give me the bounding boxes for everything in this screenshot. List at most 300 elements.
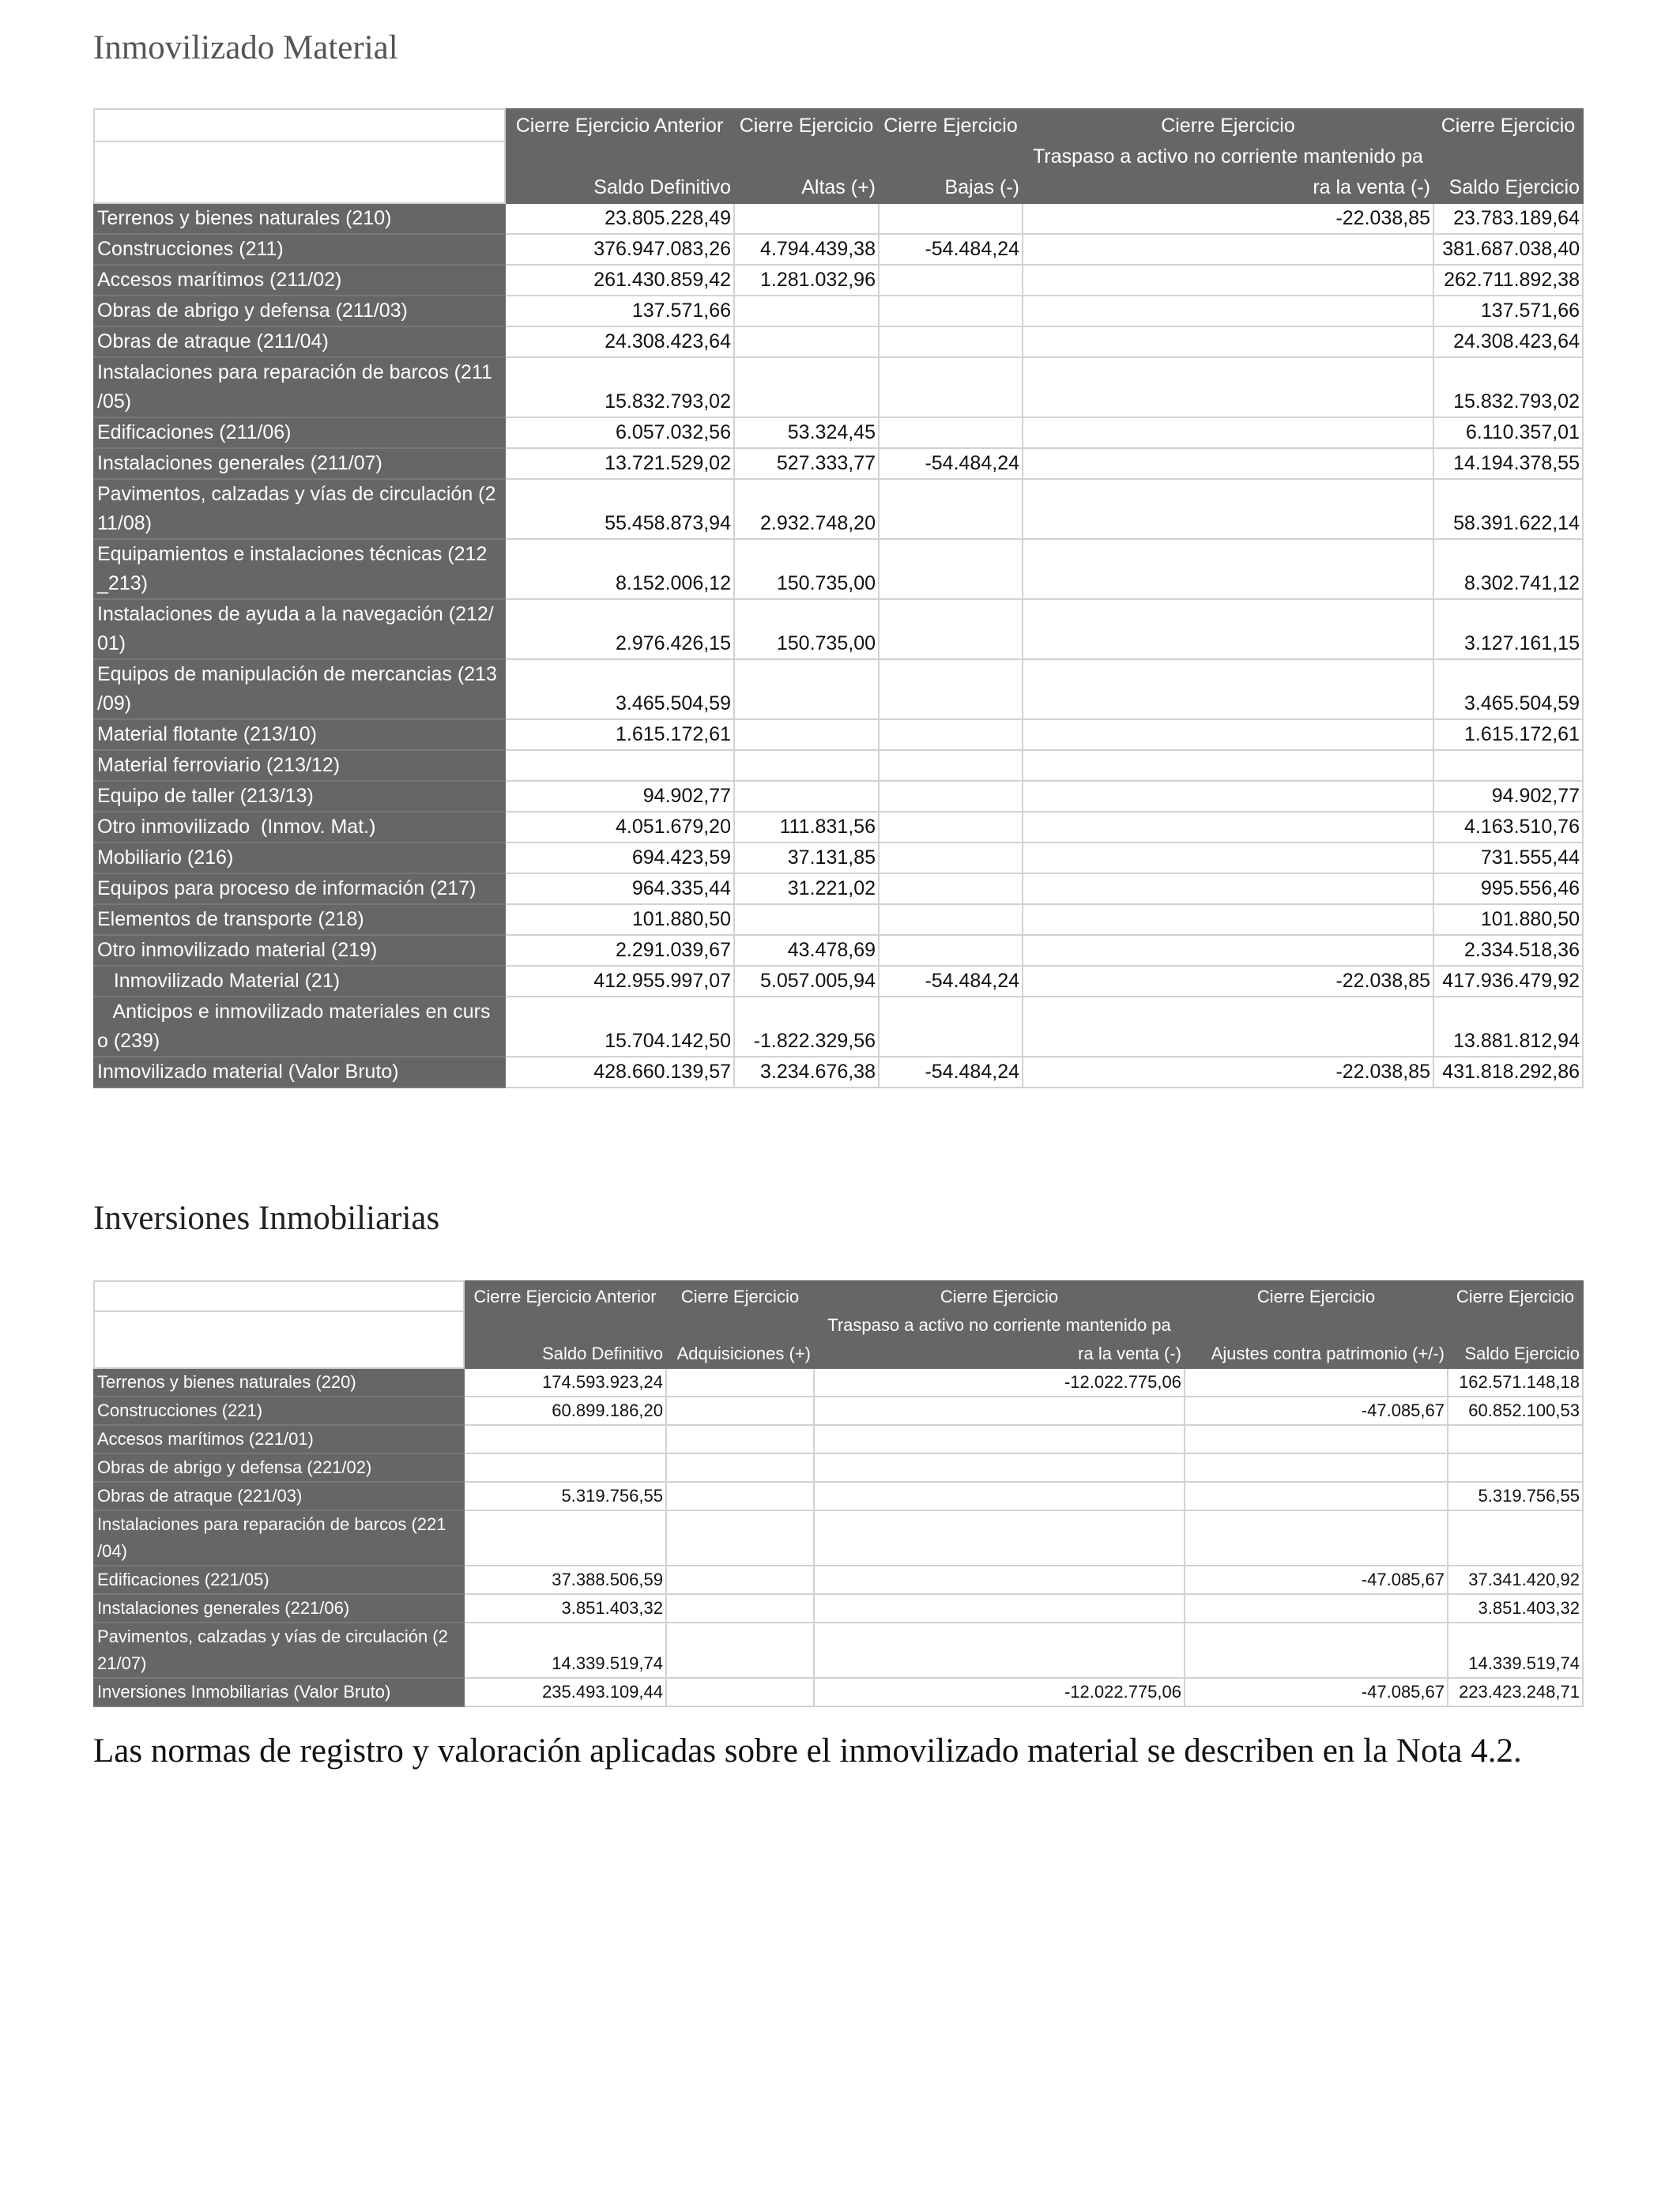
row-label-line: Equipamientos e instalaciones técnicas (212 <box>97 543 488 565</box>
row-label-line: 11/08) <box>97 512 153 534</box>
table-cell <box>879 750 1023 781</box>
table-cell <box>879 719 1023 750</box>
table-cell <box>1185 1425 1448 1453</box>
table-cell: 23.783.189,64 <box>1433 203 1583 234</box>
table-cell <box>879 203 1023 234</box>
row-label-line: Accesos marítimos (221/01) <box>97 1429 314 1449</box>
row-label <box>94 659 505 719</box>
row-label-line: Inmovilizado Material (21) <box>97 970 341 992</box>
table-row <box>94 719 1583 750</box>
row-label <box>94 234 505 265</box>
table-cell <box>734 719 879 750</box>
table-cell <box>1023 448 1433 479</box>
table-cell: 60.899.186,20 <box>464 1397 666 1425</box>
table-row <box>94 448 1583 479</box>
table-row <box>94 1368 1583 1397</box>
header-top-cell: Cierre Ejercicio <box>814 1281 1185 1311</box>
table-cell: 150.735,00 <box>734 599 879 659</box>
table-cell: 24.308.423,64 <box>505 326 734 357</box>
table-cell <box>734 357 879 417</box>
table-cell: 262.711.892,38 <box>1433 265 1583 296</box>
table-cell <box>814 1510 1185 1566</box>
table-row <box>94 1453 1583 1482</box>
table-cell <box>464 1510 666 1566</box>
table-cell: -54.484,24 <box>879 234 1023 265</box>
table-cell <box>666 1397 814 1425</box>
table-cell <box>1448 1510 1583 1566</box>
table-cell: -54.484,24 <box>879 1057 1023 1088</box>
header-bottom-cell: Saldo Definitivo <box>464 1340 666 1368</box>
table-cell: 1.281.032,96 <box>734 265 879 296</box>
row-label-line: /09) <box>97 692 132 714</box>
table-cell: 731.555,44 <box>1433 843 1583 873</box>
header-bottom-cell: ra la venta (-) <box>814 1340 1185 1368</box>
table-cell <box>1023 296 1433 326</box>
row-label <box>94 904 505 935</box>
table-cell: 58.391.622,14 <box>1433 479 1583 539</box>
table-cell <box>1023 935 1433 966</box>
row-label-line: Terrenos y bienes naturales (220) <box>97 1372 356 1392</box>
table-cell: 428.660.139,57 <box>505 1057 734 1088</box>
table-cell: 55.458.873,94 <box>505 479 734 539</box>
row-label-line: Instalaciones para reparación de barcos (211 <box>97 361 492 383</box>
table-cell <box>814 1453 1185 1482</box>
table-cell <box>814 1566 1185 1594</box>
table-cell: 111.831,56 <box>734 812 879 843</box>
table-cell: -12.022.775,06 <box>814 1678 1185 1706</box>
row-label-line: Construcciones (221) <box>97 1400 263 1420</box>
row-label-line: 21/07) <box>97 1653 147 1673</box>
table-cell: 2.932.748,20 <box>734 479 879 539</box>
row-label-line: o (239) <box>97 1030 160 1052</box>
row-label-line: Instalaciones generales (221/06) <box>97 1598 350 1618</box>
header-bottom-cell: ra la venta (-) <box>1023 172 1433 203</box>
row-label-line: _213) <box>97 572 148 594</box>
table-cell <box>464 1453 666 1482</box>
table-cell <box>666 1368 814 1397</box>
header-top-cell: Cierre Ejercicio <box>1185 1281 1448 1311</box>
row-label <box>94 1510 464 1566</box>
table-cell: 417.936.479,92 <box>1433 966 1583 997</box>
table-cell: 2.976.426,15 <box>505 599 734 659</box>
row-label <box>94 781 505 812</box>
row-label <box>94 750 505 781</box>
row-label-line: Obras de atraque (211/04) <box>97 330 329 352</box>
table-cell <box>879 326 1023 357</box>
table-cell <box>666 1623 814 1678</box>
row-label <box>94 1453 464 1482</box>
note-paragraph: Las normas de registro y valoración aplicadas sobre el inmovilizado material se describen en la Nota 4.2. <box>93 1732 1522 1770</box>
header-mid-cell <box>879 141 1023 172</box>
table-row <box>94 1482 1583 1510</box>
table-cell: 43.478,69 <box>734 935 879 966</box>
table-cell <box>734 296 879 326</box>
table-cell <box>879 265 1023 296</box>
table-cell <box>666 1594 814 1623</box>
header-blank-cell <box>94 109 505 141</box>
table-cell <box>879 781 1023 812</box>
table-cell: 964.335,44 <box>505 873 734 904</box>
table-cell: 694.423,59 <box>505 843 734 873</box>
table-cell: 6.057.032,56 <box>505 417 734 448</box>
table-cell <box>1448 1425 1583 1453</box>
row-label-line: Edificaciones (211/06) <box>97 421 292 443</box>
table-cell <box>1185 1482 1448 1510</box>
table-cell: 1.615.172,61 <box>1433 719 1583 750</box>
table-cell <box>666 1453 814 1482</box>
row-label <box>94 1623 464 1678</box>
table-cell: -12.022.775,06 <box>814 1368 1185 1397</box>
table-cell: 53.324,45 <box>734 417 879 448</box>
table-cell <box>879 357 1023 417</box>
table-cell: 13.721.529,02 <box>505 448 734 479</box>
table-cell <box>1023 719 1433 750</box>
header-top-cell: Cierre Ejercicio <box>879 109 1023 141</box>
row-label <box>94 935 505 966</box>
row-label-line: Otro inmovilizado material (219) <box>97 939 378 961</box>
table-cell <box>1023 357 1433 417</box>
table-cell: 2.334.518,36 <box>1433 935 1583 966</box>
table-cell <box>1185 1453 1448 1482</box>
header-mid-cell <box>1448 1311 1583 1340</box>
table-cell: 150.735,00 <box>734 539 879 599</box>
row-label <box>94 1425 464 1453</box>
row-label <box>94 1678 464 1706</box>
header-bottom-cell: Bajas (-) <box>879 172 1023 203</box>
row-label-line: Instalaciones generales (211/07) <box>97 452 382 474</box>
table-cell <box>1023 479 1433 539</box>
table-cell: 37.341.420,92 <box>1448 1566 1583 1594</box>
table-cell: 101.880,50 <box>1433 904 1583 935</box>
header-top-cell: Cierre Ejercicio Anterior <box>464 1281 666 1311</box>
table-row <box>94 599 1583 659</box>
row-label <box>94 357 505 417</box>
table-cell: 101.880,50 <box>505 904 734 935</box>
table-cell: -54.484,24 <box>879 448 1023 479</box>
header-top-cell: Cierre Ejercicio <box>1433 109 1583 141</box>
table-cell <box>464 1425 666 1453</box>
table-cell: 223.423.248,71 <box>1448 1678 1583 1706</box>
header-mid-cell <box>666 1311 814 1340</box>
row-label <box>94 296 505 326</box>
header-bottom-cell: Adquisiciones (+) <box>666 1340 814 1368</box>
row-label <box>94 326 505 357</box>
row-label-line: Obras de abrigo y defensa (211/03) <box>97 300 408 322</box>
table-cell: 3.465.504,59 <box>1433 659 1583 719</box>
table-cell <box>1023 417 1433 448</box>
row-label-line: Instalaciones de ayuda a la navegación (212/ <box>97 603 494 625</box>
table-cell: -22.038,85 <box>1023 1057 1433 1088</box>
row-label <box>94 1482 464 1510</box>
table-cell <box>1023 659 1433 719</box>
row-label <box>94 265 505 296</box>
row-label-line: /04) <box>97 1541 127 1561</box>
table-cell <box>879 935 1023 966</box>
table-row <box>94 1057 1583 1088</box>
header-mid-cell <box>1185 1311 1448 1340</box>
table-cell: 3.127.161,15 <box>1433 599 1583 659</box>
header-mid-cell <box>464 1311 666 1340</box>
table-cell: 5.057.005,94 <box>734 966 879 997</box>
table-cell <box>734 203 879 234</box>
row-label <box>94 539 505 599</box>
table-cell: -47.085,67 <box>1185 1566 1448 1594</box>
table-cell: 527.333,77 <box>734 448 879 479</box>
inmovilizado-material-table <box>93 108 1584 1088</box>
table-cell <box>1023 599 1433 659</box>
header-top-cell: Cierre Ejercicio Anterior <box>505 109 734 141</box>
row-label-line: Inversiones Inmobiliarias (Valor Bruto) <box>97 1682 391 1702</box>
table-cell: 5.319.756,55 <box>1448 1482 1583 1510</box>
header-blank-cell <box>94 141 505 203</box>
table-cell: 4.794.439,38 <box>734 234 879 265</box>
table-row <box>94 1623 1583 1678</box>
table-cell: 24.308.423,64 <box>1433 326 1583 357</box>
table-cell <box>1023 265 1433 296</box>
table-cell <box>1023 234 1433 265</box>
header-bottom-cell: Altas (+) <box>734 172 879 203</box>
header-mid-cell: Traspaso a activo no corriente mantenido pa <box>814 1311 1185 1340</box>
table-cell: 8.302.741,12 <box>1433 539 1583 599</box>
table-cell: 60.852.100,53 <box>1448 1397 1583 1425</box>
table-cell: 162.571.148,18 <box>1448 1368 1583 1397</box>
table-cell <box>879 873 1023 904</box>
table-cell: 14.194.378,55 <box>1433 448 1583 479</box>
table-cell: 174.593.923,24 <box>464 1368 666 1397</box>
table-cell: 4.051.679,20 <box>505 812 734 843</box>
table-row <box>94 265 1583 296</box>
table-cell <box>814 1482 1185 1510</box>
table-cell <box>1023 781 1433 812</box>
table-cell: 3.234.676,38 <box>734 1057 879 1088</box>
header-top-cell: Cierre Ejercicio <box>1448 1281 1583 1311</box>
table-cell <box>879 296 1023 326</box>
row-label <box>94 1594 464 1623</box>
row-label <box>94 843 505 873</box>
table-cell: 8.152.006,12 <box>505 539 734 599</box>
header-bottom-cell: Ajustes contra patrimonio (+/-) <box>1185 1340 1448 1368</box>
table-cell: 412.955.997,07 <box>505 966 734 997</box>
row-label-line: Otro inmovilizado (Inmov. Mat.) <box>97 816 376 838</box>
header-top-cell: Cierre Ejercicio <box>1023 109 1433 141</box>
header-top-cell: Cierre Ejercicio <box>734 109 879 141</box>
table-cell: 14.339.519,74 <box>1448 1623 1583 1678</box>
table-cell: -47.085,67 <box>1185 1397 1448 1425</box>
table-cell <box>879 904 1023 935</box>
table-cell <box>734 659 879 719</box>
table-cell <box>1023 326 1433 357</box>
row-label-line: Accesos marítimos (211/02) <box>97 269 342 291</box>
row-label-line: Elementos de transporte (218) <box>97 908 364 930</box>
table-cell <box>879 599 1023 659</box>
table-cell: 137.571,66 <box>505 296 734 326</box>
table-cell <box>1023 904 1433 935</box>
header-top-cell: Cierre Ejercicio <box>666 1281 814 1311</box>
table-row <box>94 539 1583 599</box>
row-label-line: Material flotante (213/10) <box>97 723 317 745</box>
row-label-line: Pavimentos, calzadas y vías de circulación (2 <box>97 1627 448 1646</box>
row-label-line: Instalaciones para reparación de barcos (221 <box>97 1514 446 1534</box>
table-cell: 94.902,77 <box>1433 781 1583 812</box>
table-cell: -47.085,67 <box>1185 1678 1448 1706</box>
table-cell <box>814 1397 1185 1425</box>
row-label <box>94 719 505 750</box>
table-cell <box>734 326 879 357</box>
table-row <box>94 843 1583 873</box>
table-cell: 6.110.357,01 <box>1433 417 1583 448</box>
table-cell <box>879 843 1023 873</box>
row-label <box>94 966 505 997</box>
table-row <box>94 935 1583 966</box>
section-title-inversiones-inmobiliarias: Inversiones Inmobiliarias <box>93 1200 440 1237</box>
table-cell: 4.163.510,76 <box>1433 812 1583 843</box>
table-cell: 5.319.756,55 <box>464 1482 666 1510</box>
row-label-line: Mobiliario (216) <box>97 846 234 869</box>
row-label-line: Pavimentos, calzadas y vías de circulación (2 <box>97 483 496 505</box>
table-row <box>94 750 1583 781</box>
table-cell <box>814 1425 1185 1453</box>
table-cell: 15.832.793,02 <box>505 357 734 417</box>
table-cell: 3.465.504,59 <box>505 659 734 719</box>
table-row <box>94 1397 1583 1425</box>
row-label <box>94 997 505 1057</box>
table-row <box>94 417 1583 448</box>
section-title-inmovilizado-material: Inmovilizado Material <box>93 29 398 66</box>
row-label-line: Inmovilizado material (Valor Bruto) <box>97 1061 399 1083</box>
table-row <box>94 966 1583 997</box>
table-row <box>94 357 1583 417</box>
row-label <box>94 479 505 539</box>
row-label-line: /05) <box>97 390 132 413</box>
header-mid-cell <box>1433 141 1583 172</box>
table-cell <box>879 539 1023 599</box>
table-cell <box>666 1678 814 1706</box>
table-cell <box>814 1623 1185 1678</box>
table-row <box>94 1566 1583 1594</box>
table-cell <box>879 417 1023 448</box>
row-label-line: Terrenos y bienes naturales (210) <box>97 207 392 229</box>
table-cell <box>666 1566 814 1594</box>
table-cell <box>1185 1368 1448 1397</box>
header-bottom-cell: Saldo Ejercicio <box>1448 1340 1583 1368</box>
row-label <box>94 448 505 479</box>
table-cell: -54.484,24 <box>879 966 1023 997</box>
table-cell <box>1433 750 1583 781</box>
table-cell <box>814 1594 1185 1623</box>
table-row <box>94 812 1583 843</box>
row-label-line: Obras de abrigo y defensa (221/02) <box>97 1457 372 1477</box>
table-cell: 3.851.403,32 <box>464 1594 666 1623</box>
table-cell: 13.881.812,94 <box>1433 997 1583 1057</box>
table-cell <box>734 781 879 812</box>
table-row <box>94 326 1583 357</box>
row-label-line: 01) <box>97 632 126 654</box>
table-cell: 137.571,66 <box>1433 296 1583 326</box>
row-label-line: Construcciones (211) <box>97 238 284 260</box>
table-cell: 235.493.109,44 <box>464 1678 666 1706</box>
table-cell <box>1023 873 1433 904</box>
inversiones-inmobiliarias-table <box>93 1280 1584 1707</box>
row-label <box>94 873 505 904</box>
table-row <box>94 296 1583 326</box>
row-label-line: Equipos para proceso de información (217) <box>97 877 477 899</box>
table-cell <box>879 479 1023 539</box>
table-cell: -1.822.329,56 <box>734 997 879 1057</box>
row-label <box>94 1566 464 1594</box>
table-row <box>94 904 1583 935</box>
table-row <box>94 1510 1583 1566</box>
table-cell: 14.339.519,74 <box>464 1623 666 1678</box>
table-cell: 37.131,85 <box>734 843 879 873</box>
row-label <box>94 1368 464 1397</box>
row-label <box>94 812 505 843</box>
header-mid-cell <box>734 141 879 172</box>
inmovilizado-material-table-body <box>94 203 1583 1088</box>
table-cell <box>666 1482 814 1510</box>
table-cell <box>1023 539 1433 599</box>
table-cell: 31.221,02 <box>734 873 879 904</box>
table-cell: -22.038,85 <box>1023 203 1433 234</box>
header-mid-cell: Traspaso a activo no corriente mantenido pa <box>1023 141 1433 172</box>
table-cell: 94.902,77 <box>505 781 734 812</box>
table-row <box>94 659 1583 719</box>
table-cell: 3.851.403,32 <box>1448 1594 1583 1623</box>
row-label-line: Material ferroviario (213/12) <box>97 754 341 776</box>
table-cell <box>1023 750 1433 781</box>
table-row <box>94 479 1583 539</box>
table-cell: 376.947.083,26 <box>505 234 734 265</box>
row-label-line: Equipo de taller (213/13) <box>97 785 314 807</box>
row-label <box>94 203 505 234</box>
inversiones-inmobiliarias-table-body <box>94 1368 1583 1706</box>
header-blank-cell <box>94 1311 464 1368</box>
table-cell <box>666 1510 814 1566</box>
table-cell <box>1185 1510 1448 1566</box>
row-label <box>94 1397 464 1425</box>
row-label <box>94 1057 505 1088</box>
table-cell <box>1448 1453 1583 1482</box>
table-cell: -22.038,85 <box>1023 966 1433 997</box>
table-cell <box>505 750 734 781</box>
table-row <box>94 873 1583 904</box>
table-row <box>94 234 1583 265</box>
table-cell <box>734 750 879 781</box>
row-label-line: Equipos de manipulación de mercancias (213 <box>97 663 497 685</box>
table-cell <box>1185 1623 1448 1678</box>
table-cell <box>1023 997 1433 1057</box>
row-label-line: Anticipos e inmovilizado materiales en curs <box>97 1001 491 1023</box>
table-cell: 2.291.039,67 <box>505 935 734 966</box>
table-cell: 23.805.228,49 <box>505 203 734 234</box>
table-cell: 37.388.506,59 <box>464 1566 666 1594</box>
table-cell <box>1023 812 1433 843</box>
table-row <box>94 1594 1583 1623</box>
row-label-line: Edificaciones (221/05) <box>97 1570 269 1589</box>
table-row <box>94 1678 1583 1706</box>
table-cell <box>666 1425 814 1453</box>
table-row <box>94 997 1583 1057</box>
header-bottom-cell: Saldo Ejercicio <box>1433 172 1583 203</box>
table-cell: 15.704.142,50 <box>505 997 734 1057</box>
table-cell: 381.687.038,40 <box>1433 234 1583 265</box>
table-cell <box>879 659 1023 719</box>
table-cell: 15.832.793,02 <box>1433 357 1583 417</box>
table-cell <box>879 812 1023 843</box>
table-cell <box>879 997 1023 1057</box>
row-label-line: Obras de atraque (221/03) <box>97 1486 303 1506</box>
header-bottom-cell: Saldo Definitivo <box>505 172 734 203</box>
header-blank-cell <box>94 1281 464 1311</box>
